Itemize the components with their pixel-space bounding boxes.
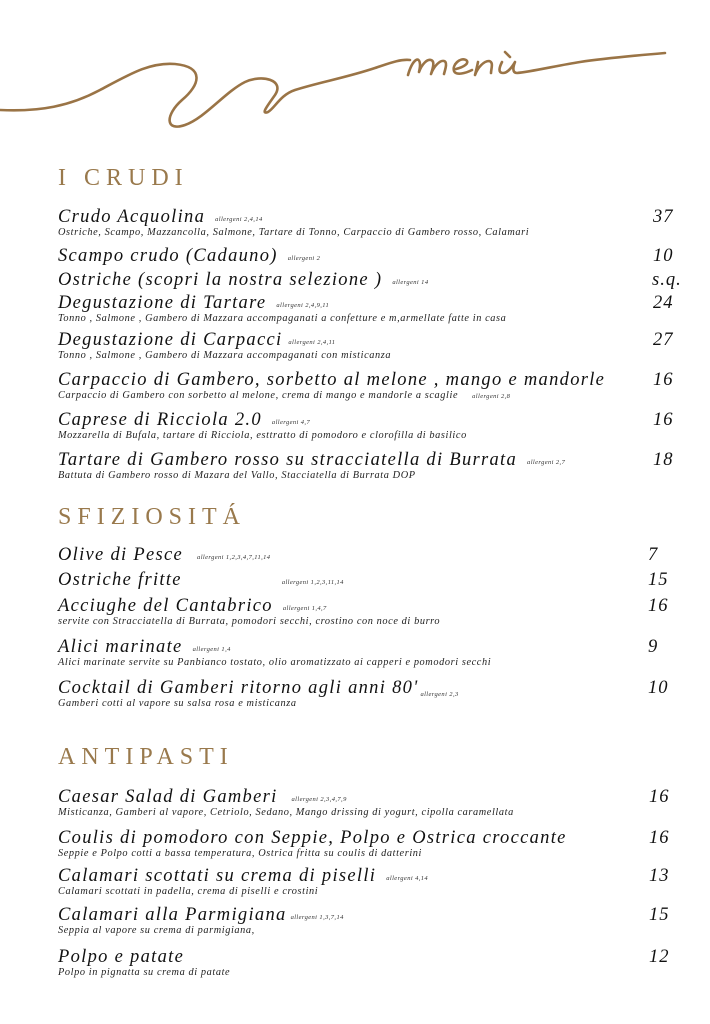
item-allergens: allergeni 1,3,7,14 [290, 914, 344, 921]
item-name: Tartare di Gambero rosso su stracciatella di Burrata [58, 450, 518, 470]
item-price: 7 [648, 545, 659, 565]
item-allergens: allergeni 4,14 [386, 875, 429, 882]
flourish-swash-icon [0, 60, 410, 127]
item-name: Coulis di pomodoro con Seppie, Polpo e Ostrica croccante [58, 828, 567, 848]
item-name: Ostriche (scopri la nostra selezione ) [58, 270, 383, 290]
item-price: 16 [648, 596, 669, 616]
item-price: 15 [649, 905, 670, 925]
item-name: Caprese di Ricciola 2.0 [58, 410, 262, 430]
item-name: Polpo e patate [58, 947, 185, 967]
item-description: Ostriche, Scampo, Mazzancolla, Salmone, Tartare di Tonno, Carpaccio di Gambero rosso, Calamari [58, 227, 530, 238]
menu-item [58, 828, 688, 860]
menu-item [58, 545, 688, 567]
item-description-text: Carpaccio di Gambero con sorbetto al melone, crema di mango e mandorle a scaglie [58, 390, 459, 401]
item-name: Degustazione di Carpacci [58, 330, 283, 350]
menu-item [58, 330, 688, 362]
item-allergens: allergeni 4,7 [271, 419, 311, 426]
item-allergens: allergeni 2,4,9,11 [276, 302, 330, 309]
item-price: 37 [653, 207, 674, 227]
item-name: Carpaccio di Gambero, sorbetto al melone , mango e mandorle [58, 370, 606, 390]
item-allergens: allergeni 2,7 [527, 459, 566, 466]
menu-item [58, 370, 688, 403]
item-description: Polpo in pignatta su crema di patate [58, 967, 231, 978]
item-price: 16 [649, 828, 670, 848]
item-name: Alici marinate [58, 637, 183, 657]
item-name: Crudo Acquolina [58, 207, 206, 227]
section-title-crudi: I CRUDI [58, 165, 189, 191]
item-description: Battuta di Gambero rosso di Mazara del Vallo, Stacciatella di Burrata DOP [58, 470, 416, 481]
item-price: 12 [649, 947, 670, 967]
item-price: 13 [649, 866, 670, 886]
item-description: Misticanza, Gamberi al vapore, Cetriolo, Sedano, Mango drissing di yogurt, cipolla caramellata [58, 807, 514, 818]
item-description: servite con Stracciatella di Burrata, pomodori secchi, crostino con noce di burro [58, 616, 441, 627]
item-price: 16 [653, 410, 674, 430]
item-price: 27 [653, 330, 674, 350]
item-allergens: allergeni 2,4,14 [215, 216, 263, 223]
menu-item [58, 410, 688, 442]
section-title-antipasti: ANTIPASTI [58, 744, 234, 770]
section-title-sfiziosita: SFIZIOSITÁ [58, 504, 247, 530]
item-price: s.q. [652, 270, 682, 290]
item-allergens: allergeni 1,2,3,11,14 [281, 579, 344, 586]
menu-item [58, 450, 688, 482]
item-name: Degustazione di Tartare [58, 293, 267, 313]
item-description: Seppie e Polpo cotti a bassa temperatura, Ostrica fritta su coulis di datterini [58, 848, 423, 859]
menu-item [58, 270, 688, 292]
item-description: Calamari scottati in padella, crema di piselli e crostini [58, 886, 319, 897]
item-description: Alici marinate servite su Panbianco tostato, olio aromatizzato ai capperi e pomodori secchi [58, 657, 492, 668]
item-allergens: allergeni 1,4,7 [282, 605, 327, 612]
item-allergens: allergeni 2 [287, 255, 321, 262]
item-price: 16 [653, 370, 674, 390]
item-price: 16 [649, 787, 670, 807]
item-price: 10 [648, 678, 669, 698]
item-description: Mozzarella di Bufala, tartare di Ricciola, esttratto di pomodoro e clorofilla di basilico [58, 430, 467, 441]
item-allergens: allergeni 2,8 [472, 393, 511, 400]
menu-item [58, 866, 688, 898]
menu-item [58, 637, 688, 669]
item-name: Calamari scottati su crema di piselli [58, 866, 377, 886]
item-description: Gamberi cotti al vapore su salsa rosa e misticanza [58, 698, 297, 709]
item-name: Acciughe del Cantabrico [58, 596, 273, 616]
item-price: 10 [653, 246, 674, 266]
item-name: Scampo crudo (Cadauno) [58, 246, 278, 266]
menu-item [58, 293, 688, 325]
menu-item [58, 905, 688, 937]
menu-item [58, 246, 688, 268]
item-allergens: allergeni 1,2,3,4,7,11,14 [197, 554, 271, 561]
menu-item [58, 678, 688, 710]
item-price: 18 [653, 450, 674, 470]
menu-item [58, 787, 688, 819]
item-allergens: allergeni 14 [392, 279, 429, 286]
item-name: Caesar Salad di Gamberi [58, 787, 278, 807]
item-allergens: allergeni 2,3,4,7,9 [291, 796, 347, 803]
item-price: 24 [653, 293, 674, 313]
item-allergens: allergeni 1,4 [192, 646, 231, 653]
item-price: 15 [648, 570, 669, 590]
item-price: 9 [648, 637, 659, 657]
item-allergens: allergeni 2,3 [420, 691, 459, 698]
item-name: Ostriche fritte [58, 570, 182, 590]
item-name: Cocktail di Gamberi ritorno agli anni 80' [58, 678, 419, 698]
item-name: Olive di Pesce [58, 545, 184, 565]
menu-item [58, 207, 688, 239]
item-allergens: allergeni 2,4,11 [288, 339, 336, 346]
item-description: Tonno , Salmone , Gambero di Mazzara accompaganati con misticanza [58, 350, 392, 361]
item-description: Tonno , Salmone , Gambero di Mazzara accompaganati a confetture e m,armellate fatte in casa [58, 313, 507, 324]
menu-logo [0, 40, 710, 150]
item-name: Calamari alla Parmigiana [58, 905, 287, 925]
item-description: Seppia al vapore su crema di parmigiana, [58, 925, 255, 936]
menu-item [58, 947, 688, 979]
menu-item [58, 596, 688, 628]
menu-item [58, 570, 688, 592]
